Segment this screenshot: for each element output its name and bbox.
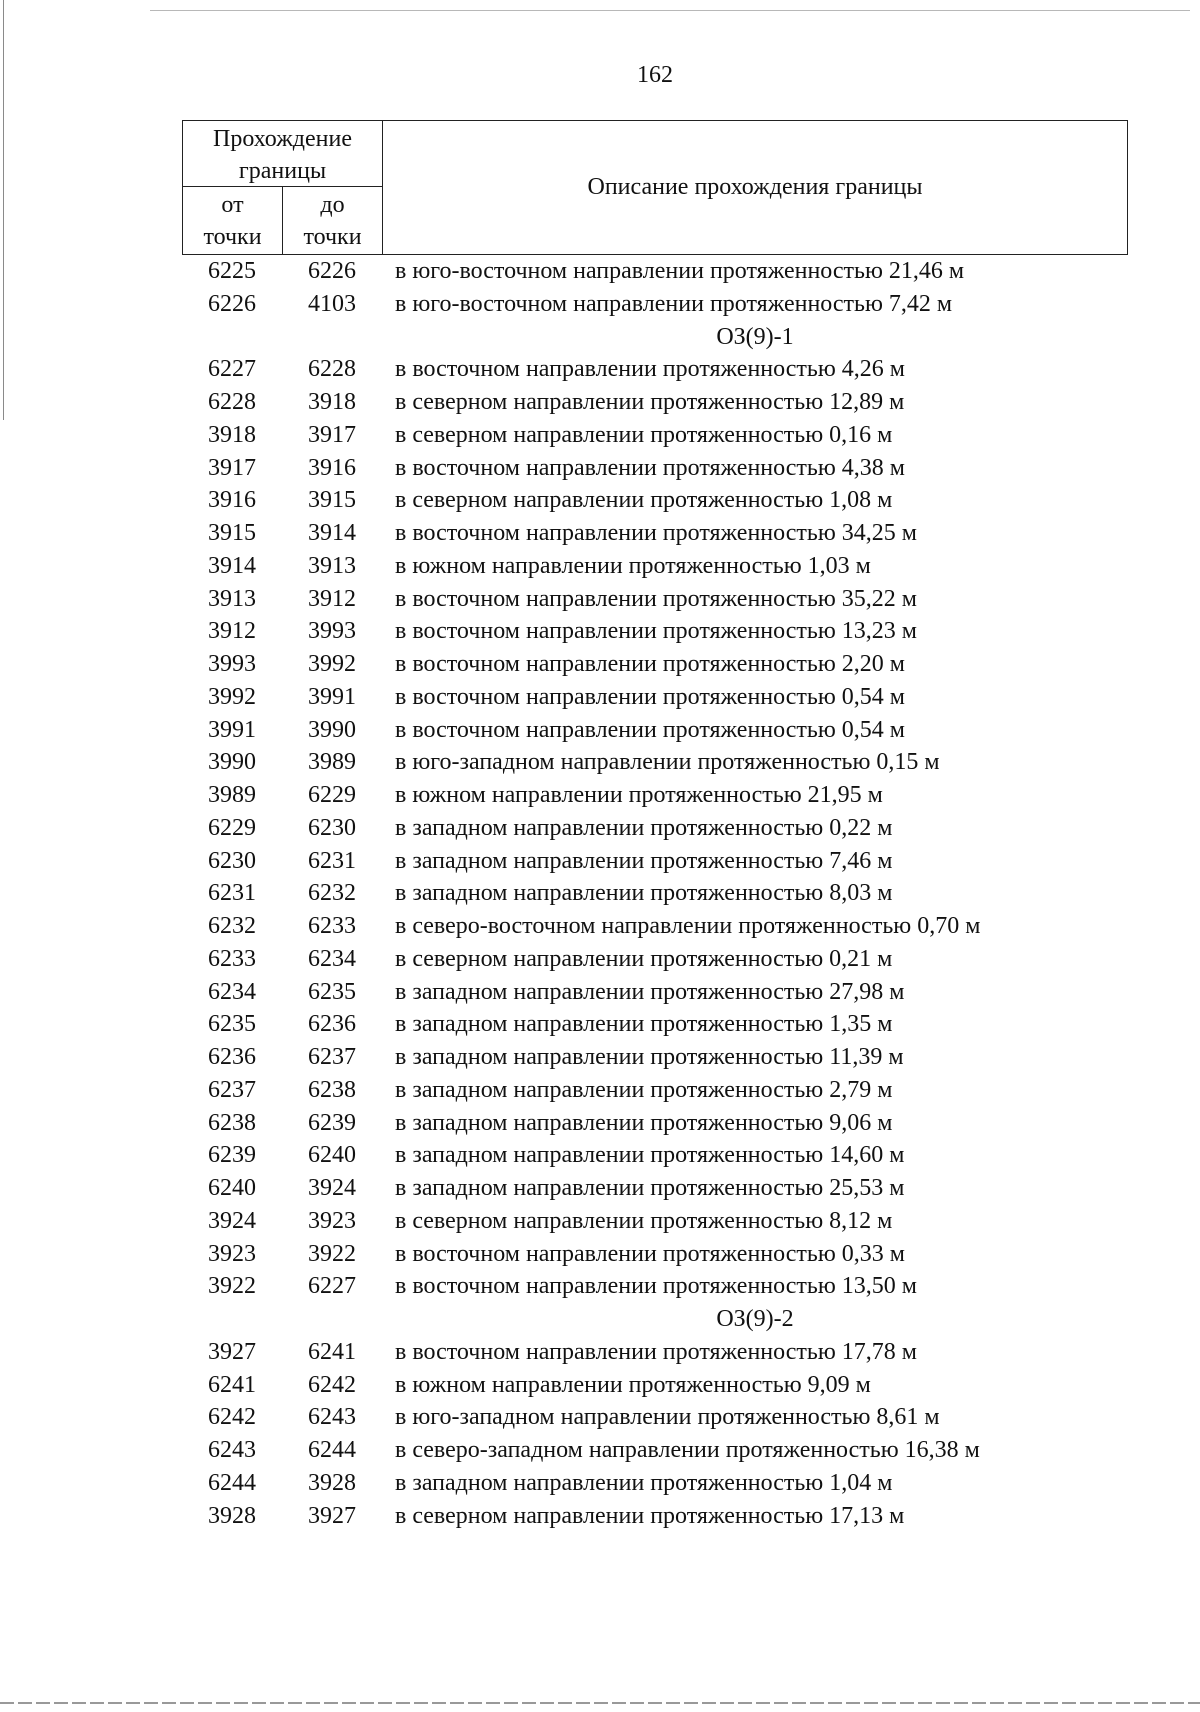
table-row: [182, 1205, 1128, 1238]
table-row: [182, 1401, 1128, 1434]
to-point-cell: 6231: [308, 847, 356, 874]
to-point-cell: 4103: [308, 290, 356, 317]
from-point-cell: 6241: [208, 1371, 256, 1398]
from-point-cell: 6231: [208, 880, 256, 907]
from-point-cell: 3922: [208, 1273, 256, 1300]
from-point-cell: 6226: [208, 290, 256, 317]
to-point-cell: 3918: [308, 389, 356, 415]
to-point-cell: 3991: [308, 683, 356, 710]
to-point-cell: 6228: [308, 356, 356, 383]
from-point-cell: 6228: [208, 389, 256, 415]
header-description: Описание прохождения границы: [587, 174, 923, 200]
description-cell: в западном направлении протяженностью 7,46 м: [395, 847, 893, 874]
to-point-cell: 3993: [308, 618, 356, 645]
description-cell: в южном направлении протяженностью 9,09 м: [395, 1371, 871, 1398]
description-cell: в восточном направлении протяженностью 17,78 м: [395, 1338, 917, 1365]
table-row: [182, 812, 1128, 845]
from-point-cell: 6237: [208, 1076, 256, 1103]
to-point-cell: 3989: [308, 749, 356, 776]
to-point-cell: 3915: [308, 487, 356, 514]
description-cell: в восточном направлении протяженностью 34,25 м: [395, 520, 917, 546]
header-from-line2: точки: [203, 224, 262, 250]
from-point-cell: 3990: [208, 749, 256, 776]
description-cell: в западном направлении протяженностью 14,60 м: [395, 1142, 905, 1169]
to-point-cell: 6243: [308, 1404, 356, 1431]
description-cell: в юго-западном направлении протяженностью 0,15 м: [395, 749, 940, 776]
table-row: [182, 681, 1128, 714]
description-cell: в восточном направлении протяженностью 4,38 м: [395, 454, 905, 481]
from-point-cell: 6232: [208, 913, 256, 939]
to-point-cell: 3927: [308, 1502, 356, 1529]
from-point-cell: 3928: [208, 1502, 256, 1529]
table-row: [182, 550, 1128, 583]
table-row: [182, 583, 1128, 616]
from-point-cell: 6239: [208, 1142, 256, 1169]
description-cell: в северном направлении протяженностью 17,13 м: [395, 1502, 905, 1529]
description-cell: в юго-западном направлении протяженностью 8,61 м: [395, 1404, 940, 1431]
from-point-cell: 6227: [208, 356, 256, 383]
table-row: [182, 877, 1128, 910]
table-row: [182, 386, 1128, 419]
to-point-cell: 6233: [308, 913, 356, 939]
table-row: [182, 353, 1128, 386]
from-point-cell: 3989: [208, 782, 256, 808]
table-row: [182, 648, 1128, 681]
from-point-cell: 3913: [208, 585, 256, 612]
description-cell: в северном направлении протяженностью 1,08 м: [395, 487, 893, 514]
section-heading: ОЗ(9)-1: [716, 323, 794, 350]
header-to-cell: [283, 187, 383, 255]
description-cell: в южном направлении протяженностью 21,95 м: [395, 782, 883, 808]
table-row: [182, 517, 1128, 550]
description-cell: в западном направлении протяженностью 11,39 м: [395, 1044, 904, 1070]
from-point-cell: 3927: [208, 1338, 256, 1365]
to-point-cell: 6238: [308, 1076, 356, 1103]
to-point-cell: 6234: [308, 945, 356, 972]
table-row: [182, 1041, 1128, 1074]
table-row: [182, 845, 1128, 878]
to-point-cell: 3928: [308, 1469, 356, 1496]
from-point-cell: 6242: [208, 1404, 256, 1431]
description-cell: в южном направлении протяженностью 1,03 м: [395, 552, 871, 579]
table-row: [182, 452, 1128, 485]
table-row: [182, 1139, 1128, 1172]
description-cell: в восточном направлении протяженностью 0,54 м: [395, 716, 905, 743]
table-row: [182, 255, 1128, 288]
table-row: [182, 1270, 1128, 1303]
table-row: [182, 1369, 1128, 1402]
from-point-cell: 3924: [208, 1207, 256, 1234]
to-point-cell: 3912: [308, 585, 356, 612]
description-cell: в восточном направлении протяженностью 35,22 м: [395, 585, 917, 612]
from-point-cell: 6233: [208, 945, 256, 972]
to-point-cell: 6244: [308, 1437, 356, 1463]
from-point-cell: 3918: [208, 421, 256, 448]
description-cell: в юго-восточном направлении протяженностью 21,46 м: [395, 258, 965, 284]
from-point-cell: 3917: [208, 454, 256, 481]
scan-edge-bottom: [0, 1702, 1200, 1704]
to-point-cell: 6239: [308, 1109, 356, 1136]
header-description-cell: [383, 121, 1127, 254]
description-cell: в западном направлении протяженностью 27,98 м: [395, 978, 905, 1005]
to-point-cell: 3992: [308, 651, 356, 677]
description-cell: в северном направлении протяженностью 0,16 м: [395, 421, 893, 448]
to-point-cell: 6232: [308, 880, 356, 907]
from-point-cell: 6235: [208, 1011, 256, 1038]
table-row: [182, 910, 1128, 943]
table-row: [182, 288, 1128, 321]
from-point-cell: 3993: [208, 651, 256, 677]
description-cell: в северо-восточном направлении протяженностью 0,70 м: [395, 913, 981, 939]
table-row: [182, 1467, 1128, 1500]
table-row: [182, 1074, 1128, 1107]
table-row: [182, 779, 1128, 812]
table-row: [182, 1500, 1128, 1533]
to-point-cell: 3916: [308, 454, 356, 481]
description-cell: в северном направлении протяженностью 12,89 м: [395, 389, 905, 415]
header-to-line2: точки: [303, 224, 362, 250]
to-point-cell: 6226: [308, 258, 356, 284]
to-point-cell: 3923: [308, 1207, 356, 1234]
from-point-cell: 6229: [208, 814, 256, 841]
description-cell: в восточном направлении протяженностью 4,26 м: [395, 356, 905, 383]
page-number: 162: [637, 62, 673, 88]
table-row: [182, 1107, 1128, 1140]
table-row: [182, 615, 1128, 648]
from-point-cell: 3916: [208, 487, 256, 514]
table-row: [182, 484, 1128, 517]
description-cell: в северном направлении протяженностью 8,12 м: [395, 1207, 893, 1234]
table-header: [182, 120, 1128, 255]
description-cell: в северном направлении протяженностью 0,21 м: [395, 945, 893, 972]
from-point-cell: 6225: [208, 258, 256, 284]
to-point-cell: 6237: [308, 1044, 356, 1070]
from-point-cell: 6244: [208, 1469, 256, 1496]
description-cell: в западном направлении протяженностью 1,35 м: [395, 1011, 893, 1038]
description-cell: в западном направлении протяженностью 1,04 м: [395, 1469, 893, 1496]
description-cell: в восточном направлении протяженностью 13,23 м: [395, 618, 917, 645]
header-from-line1: от: [221, 192, 244, 218]
to-point-cell: 3917: [308, 421, 356, 448]
from-point-cell: 6240: [208, 1175, 256, 1201]
to-point-cell: 3924: [308, 1175, 356, 1201]
from-point-cell: 6243: [208, 1437, 256, 1463]
from-point-cell: 6238: [208, 1109, 256, 1136]
header-passage-cell: [183, 121, 383, 187]
from-point-cell: 6230: [208, 847, 256, 874]
to-point-cell: 6242: [308, 1371, 356, 1398]
table-row: [182, 1172, 1128, 1205]
to-point-cell: 6241: [308, 1338, 356, 1365]
description-cell: в юго-восточном направлении протяженностью 7,42 м: [395, 290, 953, 317]
section-heading: ОЗ(9)-2: [716, 1306, 794, 1332]
table-row: [182, 1008, 1128, 1041]
to-point-cell: 6229: [308, 782, 356, 808]
table-row: [182, 1238, 1128, 1271]
to-point-cell: 3990: [308, 716, 356, 743]
description-cell: в западном направлении протяженностью 25,53 м: [395, 1175, 905, 1201]
description-cell: в западном направлении протяженностью 0,22 м: [395, 814, 893, 841]
from-point-cell: 3915: [208, 520, 256, 546]
description-cell: в восточном направлении протяженностью 0,33 м: [395, 1240, 905, 1267]
from-point-cell: 3923: [208, 1240, 256, 1267]
from-point-cell: 3914: [208, 552, 256, 579]
description-cell: в восточном направлении протяженностью 0,54 м: [395, 683, 905, 710]
from-point-cell: 6236: [208, 1044, 256, 1070]
table-row: [182, 943, 1128, 976]
boundary-table-body: [182, 255, 1128, 1532]
to-point-cell: 3922: [308, 1240, 356, 1267]
header-to-line1: до: [320, 192, 345, 218]
to-point-cell: 6240: [308, 1142, 356, 1169]
description-cell: в западном направлении протяженностью 9,06 м: [395, 1109, 893, 1136]
description-cell: в восточном направлении протяженностью 2,20 м: [395, 651, 905, 677]
to-point-cell: 3913: [308, 552, 356, 579]
description-cell: в западном направлении протяженностью 2,79 м: [395, 1076, 893, 1103]
to-point-cell: 6235: [308, 978, 356, 1005]
scan-edge-top: [150, 10, 1190, 11]
header-from-cell: [183, 187, 283, 255]
header-passage-line2: границы: [238, 158, 327, 184]
to-point-cell: 6230: [308, 814, 356, 841]
table-row: [182, 1434, 1128, 1467]
table-row: [182, 746, 1128, 779]
table-row: [182, 976, 1128, 1009]
to-point-cell: 3914: [308, 520, 356, 546]
from-point-cell: 3992: [208, 683, 256, 710]
table-row: [182, 419, 1128, 452]
to-point-cell: 6227: [308, 1273, 356, 1300]
table-row: [182, 714, 1128, 747]
to-point-cell: 6236: [308, 1011, 356, 1038]
header-passage-line1: Прохождение: [212, 126, 352, 152]
description-cell: в восточном направлении протяженностью 13,50 м: [395, 1273, 917, 1300]
from-point-cell: 3991: [208, 716, 256, 743]
from-point-cell: 3912: [208, 618, 256, 645]
description-cell: в северо-западном направлении протяженностью 16,38 м: [395, 1437, 980, 1463]
from-point-cell: 6234: [208, 978, 256, 1005]
description-cell: в западном направлении протяженностью 8,03 м: [395, 880, 893, 907]
table-row: [182, 1336, 1128, 1369]
